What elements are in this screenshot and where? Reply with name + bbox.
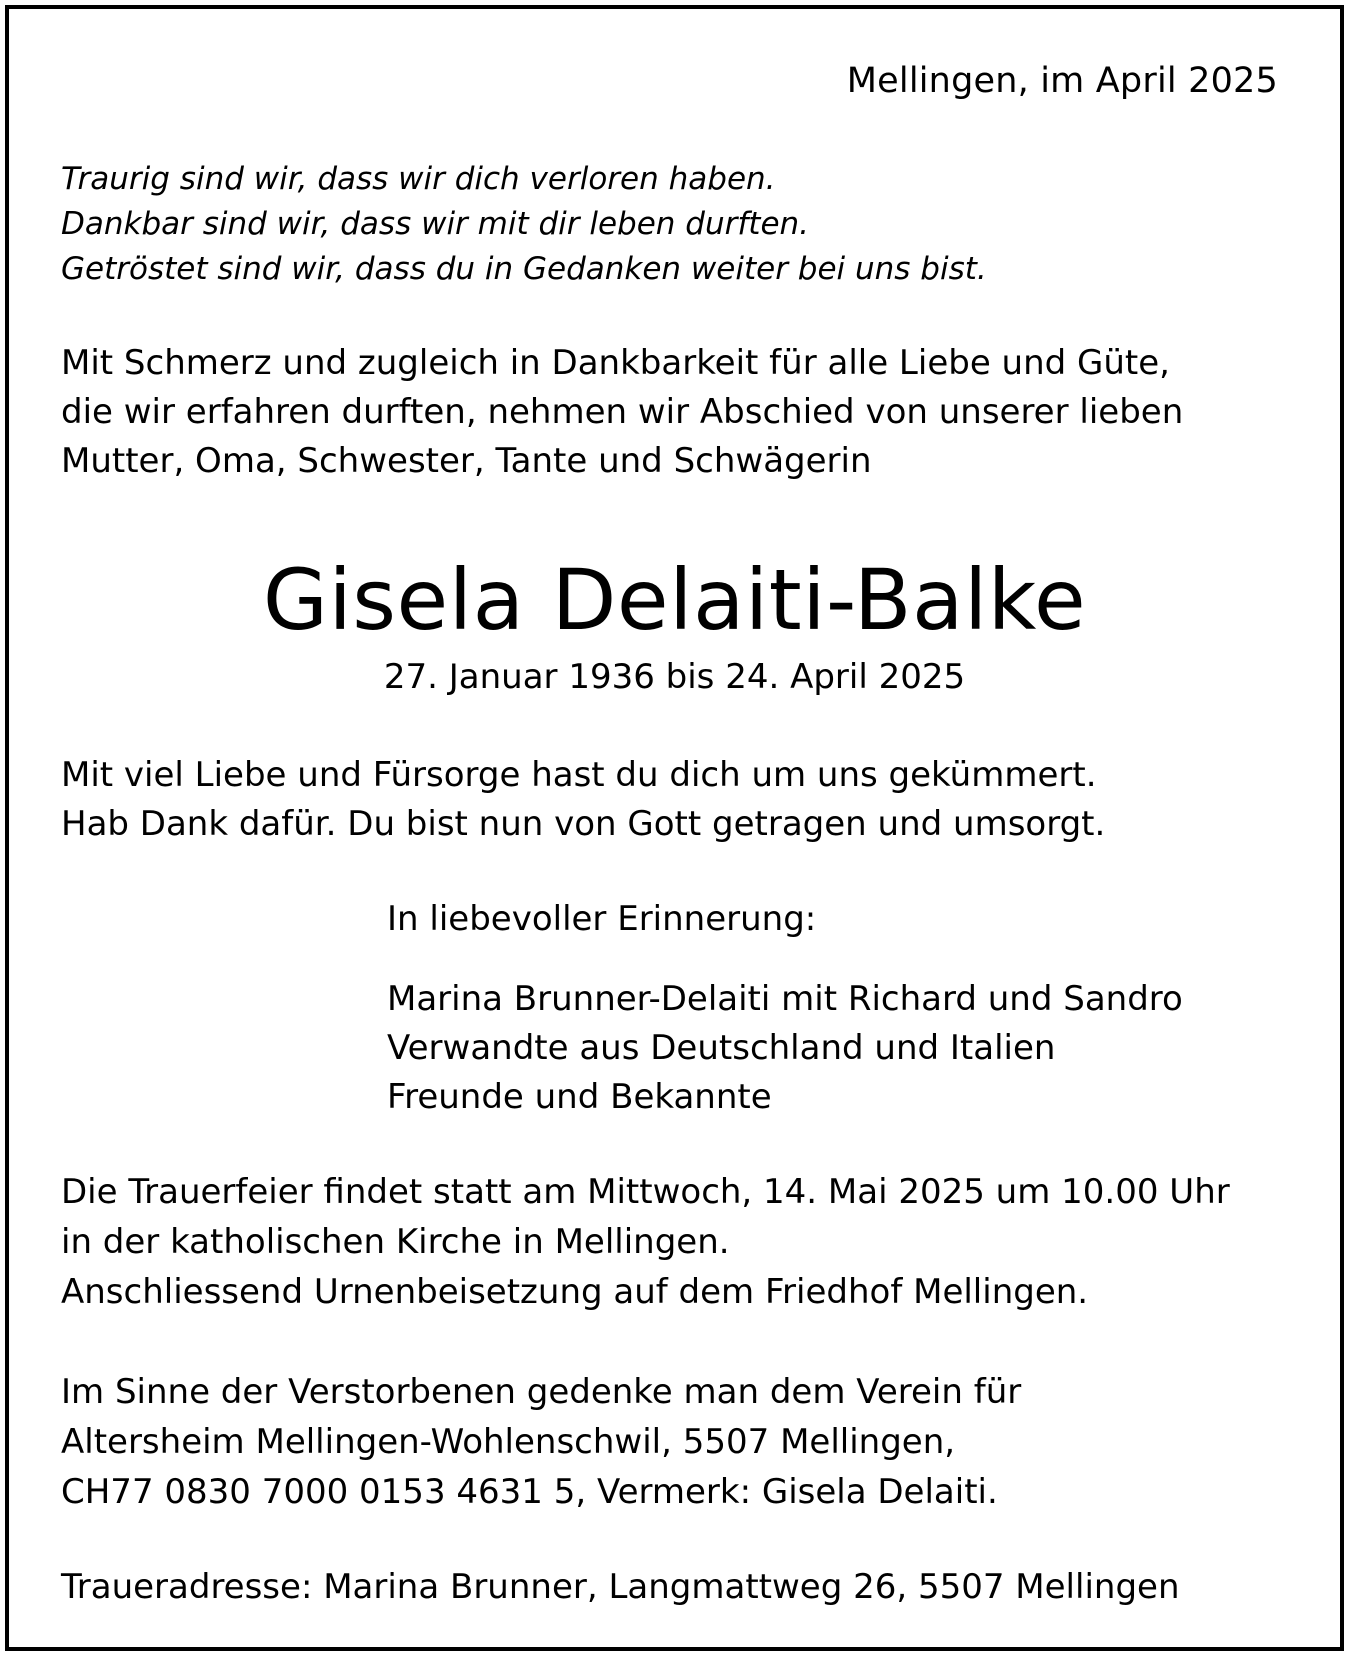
motto-line: Dankbar sind wir, dass wir mit dir leben durften. <box>61 206 810 242</box>
intro-line: Mutter, Oma, Schwester, Tante und Schwägerin <box>61 441 872 481</box>
gratitude-paragraph <box>61 751 1105 849</box>
motto-line: Traurig sind wir, dass wir dich verloren haben. <box>61 161 776 197</box>
mourner-entry: Marina Brunner-Delaiti mit Richard und Sandro <box>387 979 1183 1019</box>
motto-verse <box>61 157 987 292</box>
mourning-address: Traueradresse: Marina Brunner, Langmattweg 26, 5507 Mellingen <box>61 1567 1180 1607</box>
donation-paragraph <box>61 1367 1021 1517</box>
intro-line: Mit Schmerz und zugleich in Dankbarkeit für alle Liebe und Güte, <box>61 343 1170 383</box>
obituary-frame <box>5 5 1344 1651</box>
gratitude-line: Hab Dank dafür. Du bist nun von Gott getragen und umsorgt. <box>61 804 1106 844</box>
mourner-entry: Verwandte aus Deutschland und Italien <box>387 1028 1056 1068</box>
donation-line: Im Sinne der Verstorbenen gedenke man dem Verein für <box>61 1372 1022 1412</box>
place-date: Mellingen, im April 2025 <box>846 61 1278 101</box>
ceremony-paragraph <box>61 1167 1230 1317</box>
obituary-content <box>9 9 1340 1647</box>
donation-line: CH77 0830 7000 0153 4631 5, Vermerk: Gisela Delaiti. <box>61 1472 998 1512</box>
ceremony-line: Anschliessend Urnenbeisetzung auf dem Friedhof Mellingen. <box>61 1272 1089 1312</box>
ceremony-line: in der katholischen Kirche in Mellingen. <box>61 1222 730 1262</box>
life-dates: 27. Januar 1936 bis 24. April 2025 <box>383 657 966 697</box>
remembrance-heading: In liebevoller Erinnerung: <box>387 899 817 939</box>
gratitude-line: Mit viel Liebe und Fürsorge hast du dich um uns gekümmert. <box>61 755 1097 795</box>
intro-line: die wir erfahren durften, nehmen wir Abschied von unserer lieben <box>61 392 1184 432</box>
ceremony-line: Die Trauerfeier findet statt am Mittwoch, 14. Mai 2025 um 10.00 Uhr <box>61 1172 1230 1212</box>
motto-line: Getröstet sind wir, dass du in Gedanken weiter bei uns bist. <box>61 251 987 287</box>
donation-line: Altersheim Mellingen-Wohlenschwil, 5507 Mellingen, <box>61 1422 956 1462</box>
deceased-name: Gisela Delaiti-Balke <box>262 551 1087 649</box>
mourner-entry: Freunde und Bekannte <box>387 1077 772 1117</box>
mourners-list <box>387 975 1183 1122</box>
intro-paragraph <box>61 339 1183 486</box>
